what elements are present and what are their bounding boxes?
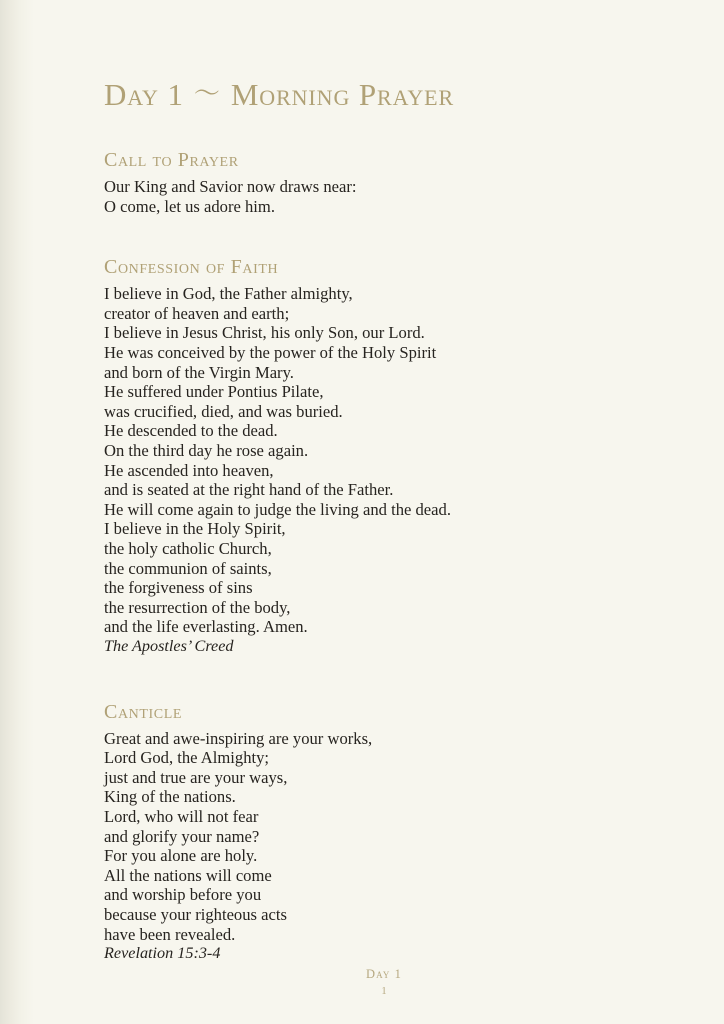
prayer-line: because your righteous acts bbox=[104, 904, 287, 924]
section-heading-canticle: Canticle bbox=[104, 700, 183, 723]
page-footer bbox=[104, 966, 664, 1002]
prayer-line: King of the nations. bbox=[104, 787, 236, 807]
prayer-line: the communion of saints, bbox=[104, 558, 272, 578]
prayer-line: I believe in Jesus Christ, his only Son, our Lord. bbox=[104, 323, 425, 343]
attribution-canticle: Revelation 15:3-4 bbox=[104, 944, 221, 963]
prayer-line: and is seated at the right hand of the Father. bbox=[104, 480, 394, 500]
prayer-line: creator of heaven and earth; bbox=[104, 303, 290, 323]
section-confession-of-faith bbox=[104, 216, 664, 656]
attribution-confession-of-faith: The Apostles’ Creed bbox=[104, 636, 234, 655]
prayer-line: O come, let us adore him. bbox=[104, 196, 275, 216]
prayer-line: and born of the Virgin Mary. bbox=[104, 362, 294, 382]
title-ornament-icon: 〜 bbox=[193, 78, 221, 108]
section-lines-call-to-prayer bbox=[104, 177, 664, 216]
prayer-line: For you alone are holy. bbox=[104, 846, 258, 866]
page-title-office: Morning Prayer bbox=[230, 77, 455, 112]
prayer-line: I believe in God, the Father almighty, bbox=[104, 284, 353, 304]
prayer-line: Lord God, the Almighty; bbox=[104, 748, 270, 768]
page-title bbox=[104, 0, 664, 112]
section-heading-confession-of-faith: Confession of Faith bbox=[104, 256, 279, 279]
section-call-to-prayer bbox=[104, 112, 664, 216]
prayer-line: the holy catholic Church, bbox=[104, 539, 272, 558]
footer-day-label: Day 1 bbox=[365, 966, 403, 981]
prayer-line: have been revealed. bbox=[104, 924, 236, 944]
prayer-line: He will come again to judge the living and the dead. bbox=[104, 499, 451, 519]
prayer-line: and the life everlasting. Amen. bbox=[104, 617, 308, 637]
prayer-line: Great and awe-inspiring are your works, bbox=[104, 728, 373, 748]
prayer-line: the resurrection of the body, bbox=[104, 597, 291, 617]
prayer-line: and worship before you bbox=[104, 885, 262, 905]
section-lines-canticle bbox=[104, 729, 664, 945]
section-canticle bbox=[104, 657, 664, 964]
page-title-day: Day 1 bbox=[104, 77, 184, 112]
prayer-line: and glorify your name? bbox=[104, 826, 260, 846]
prayer-line: He descended to the dead. bbox=[104, 421, 278, 441]
prayer-line: just and true are your ways, bbox=[104, 767, 288, 787]
section-heading-call-to-prayer: Call to Prayer bbox=[104, 149, 239, 172]
prayer-line: I believe in the Holy Spirit, bbox=[104, 519, 286, 539]
prayer-line: All the nations will come bbox=[104, 865, 272, 885]
prayer-line: Our King and Savior now draws near: bbox=[104, 177, 357, 197]
section-lines-confession-of-faith bbox=[104, 284, 664, 637]
prayer-line: the forgiveness of sins bbox=[104, 578, 253, 598]
prayer-line: He was conceived by the power of the Holy Spirit bbox=[104, 343, 437, 363]
prayer-line: Lord, who will not fear bbox=[104, 806, 259, 826]
prayer-line: He suffered under Pontius Pilate, bbox=[104, 382, 324, 402]
prayer-line: was crucified, died, and was buried. bbox=[104, 401, 343, 421]
footer-page-number: 1 bbox=[381, 986, 387, 998]
prayer-line: He ascended into heaven, bbox=[104, 460, 274, 480]
prayer-line: On the third day he rose again. bbox=[104, 441, 309, 461]
